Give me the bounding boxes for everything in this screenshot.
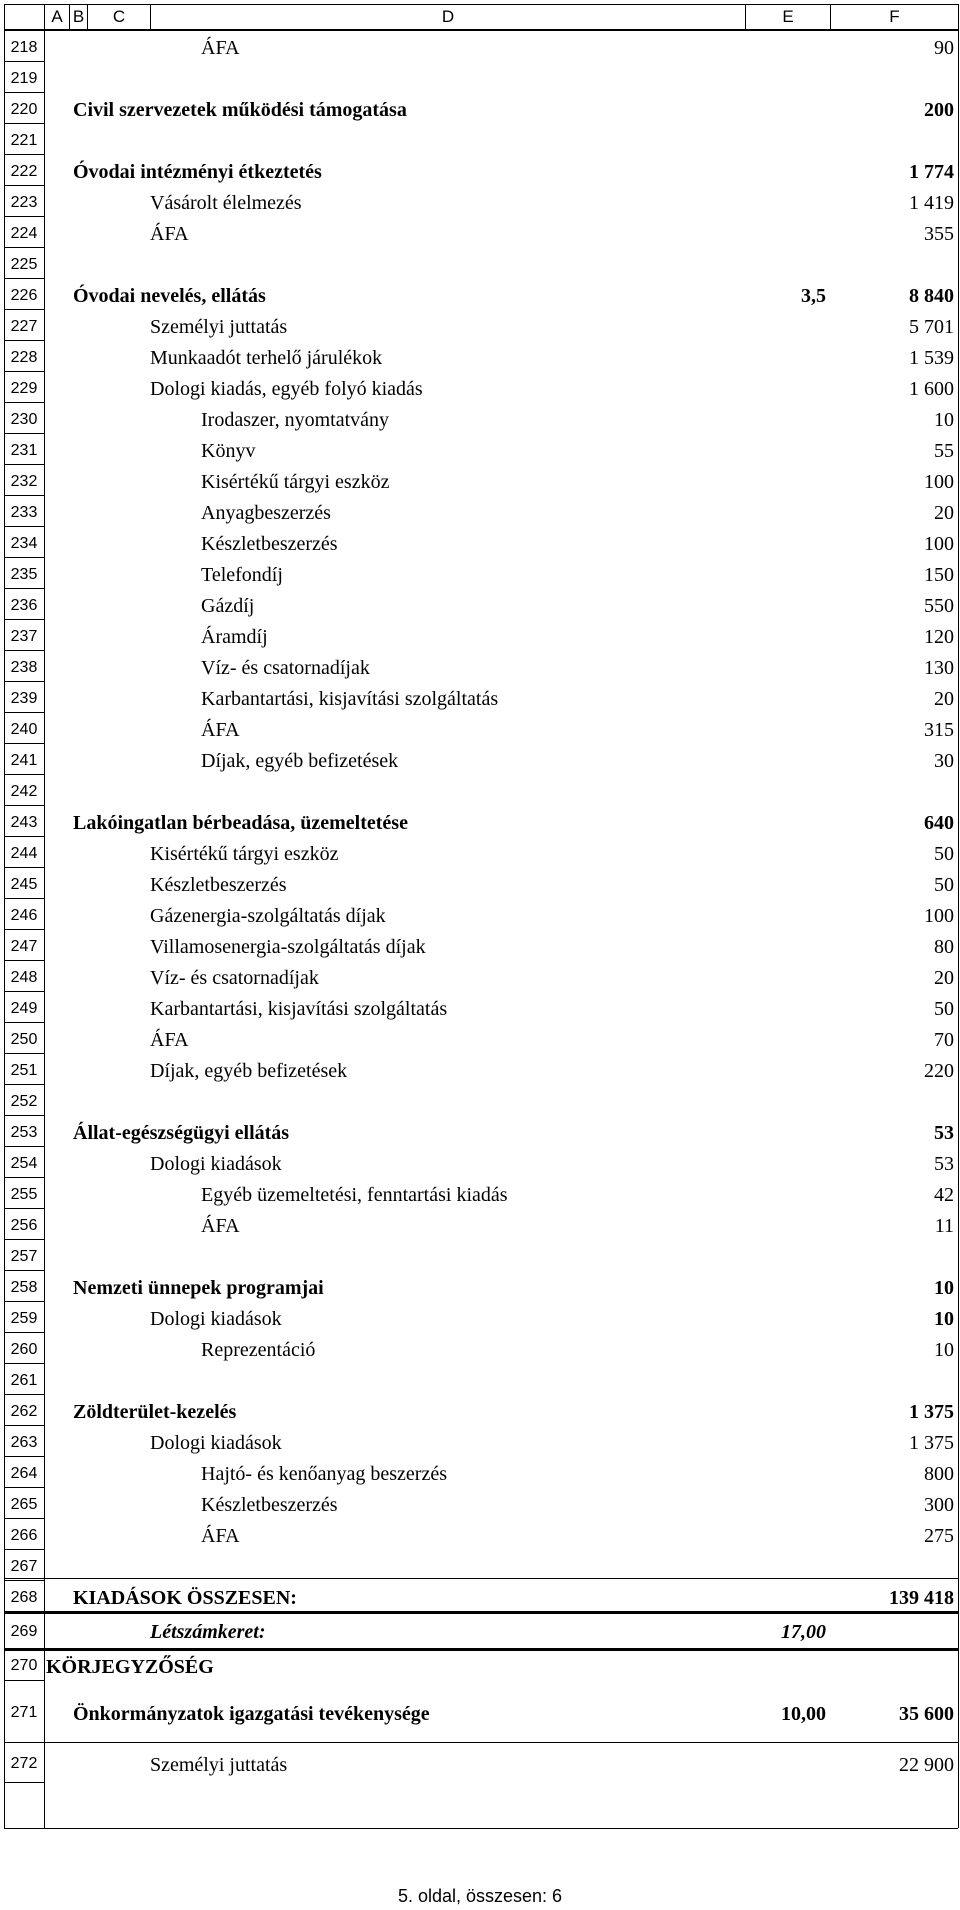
row-label: Áramdíj <box>201 626 268 648</box>
row-number[interactable]: 226 <box>10 286 38 304</box>
row-label: Hajtó- és kenőanyag beszerzés <box>201 1463 447 1485</box>
column-f-value: 100 <box>924 533 954 555</box>
column-f-value: 20 <box>934 688 954 710</box>
column-f-value: 1 375 <box>909 1432 954 1454</box>
column-e-value: 17,00 <box>781 1621 826 1643</box>
column-f-value: 55 <box>934 440 954 462</box>
row-border <box>4 1301 45 1302</box>
row-label: Díjak, egyéb befizetések <box>150 1060 348 1082</box>
row-border <box>4 1053 45 1054</box>
row-border <box>4 1487 45 1488</box>
row-border <box>4 340 45 341</box>
row-number[interactable]: 265 <box>10 1495 38 1513</box>
row-border <box>4 805 45 806</box>
row-border <box>4 743 45 744</box>
row-label: Kisértékű tárgyi eszköz <box>201 471 390 493</box>
row-label: Készletbeszerzés <box>201 1494 338 1516</box>
row-label: Dologi kiadások <box>150 1308 282 1330</box>
row-number[interactable]: 243 <box>10 813 38 831</box>
row-border <box>4 1680 45 1681</box>
row-number[interactable]: 222 <box>10 162 38 180</box>
row-number[interactable]: 255 <box>10 1185 38 1203</box>
row-border <box>4 557 45 558</box>
row-label: KÖRJEGYZŐSÉG <box>46 1655 214 1678</box>
row-label: Gázenergia-szolgáltatás díjak <box>150 905 386 927</box>
row-label: Lakóingatlan bérbeadása, üzemeltetése <box>73 812 408 834</box>
row-border <box>4 1518 45 1519</box>
column-f-value: 5 701 <box>909 316 954 338</box>
row-border <box>4 1177 45 1178</box>
row-number[interactable]: 233 <box>10 503 38 521</box>
row-label: Könyv <box>201 440 256 462</box>
column-f-value: 8 840 <box>909 285 954 307</box>
row-border <box>4 526 45 527</box>
column-f-value: 640 <box>924 812 954 834</box>
column-border <box>4 4 5 1828</box>
row-number[interactable]: 237 <box>10 627 38 645</box>
row-label: Civil szervezetek működési támogatása <box>73 99 407 121</box>
row-border <box>4 216 45 217</box>
column-f-value: 50 <box>934 874 954 896</box>
row-label: Dologi kiadások <box>150 1153 282 1175</box>
row-border <box>4 309 45 310</box>
row-number[interactable]: 234 <box>10 534 38 552</box>
row-label: Vásárolt élelmezés <box>150 192 302 214</box>
column-f-value: 800 <box>924 1463 954 1485</box>
row-label: ÁFA <box>150 223 189 245</box>
row-label: Víz- és csatornadíjak <box>150 967 319 989</box>
column-f-value: 50 <box>934 843 954 865</box>
row-border <box>4 185 45 186</box>
column-f-value: 42 <box>934 1184 954 1206</box>
row-number[interactable]: 221 <box>10 131 38 149</box>
row-border <box>4 433 45 434</box>
row-label: ÁFA <box>150 1029 189 1051</box>
row-label: Személyi juttatás <box>150 1753 288 1776</box>
row-border <box>4 464 45 465</box>
column-f-value: 1 600 <box>909 378 954 400</box>
row-border <box>4 1580 45 1581</box>
column-f-value: 70 <box>934 1029 954 1051</box>
column-f-value: 11 <box>934 1215 954 1237</box>
column-f-value: 30 <box>934 750 954 772</box>
row-number[interactable]: 263 <box>10 1433 38 1451</box>
row-border <box>4 30 958 31</box>
row-border <box>4 1115 45 1116</box>
row-border <box>4 898 45 899</box>
column-f-value: 20 <box>934 502 954 524</box>
row-label: Anyagbeszerzés <box>201 502 331 524</box>
row-label: Egyéb üzemeltetési, fenntartási kiadás <box>201 1184 508 1206</box>
row-number[interactable]: 272 <box>10 1755 38 1772</box>
column-f-value: 53 <box>934 1122 954 1144</box>
row-number[interactable]: 231 <box>10 441 38 459</box>
row-label: Telefondíj <box>201 564 283 586</box>
row-number[interactable]: 247 <box>10 937 38 955</box>
row-number[interactable]: 235 <box>10 565 38 583</box>
column-e-value: 3,5 <box>801 285 826 307</box>
column-f-value: 10 <box>934 1277 954 1299</box>
row-number[interactable]: 219 <box>10 69 38 87</box>
row-label: Létszámkeret: <box>150 1621 266 1643</box>
column-f-value: 355 <box>924 223 954 245</box>
row-label: Víz- és csatornadíjak <box>201 657 370 679</box>
row-number[interactable]: 242 <box>10 782 38 800</box>
column-border <box>44 4 45 1828</box>
row-label: ÁFA <box>201 37 240 59</box>
page-footer: 5. oldal, összesen: 6 <box>397 1886 563 1906</box>
row-number[interactable]: 267 <box>10 1557 38 1575</box>
column-header-f[interactable]: F <box>830 4 958 30</box>
row-label: Irodaszer, nyomtatvány <box>201 409 390 431</box>
row-label: Díjak, egyéb befizetések <box>201 750 399 772</box>
row-label: Dologi kiadás, egyéb folyó kiadás <box>150 378 423 400</box>
row-number[interactable]: 218 <box>10 38 38 56</box>
row-border <box>4 1239 45 1240</box>
row-number[interactable]: 245 <box>10 875 38 893</box>
row-number[interactable]: 270 <box>10 1657 38 1674</box>
row-label: Kisértékű tárgyi eszköz <box>150 843 339 865</box>
column-f-value: 80 <box>934 936 954 958</box>
row-border <box>4 650 45 651</box>
row-border <box>4 1549 45 1550</box>
row-border <box>4 123 45 124</box>
column-f-value: 1 375 <box>909 1401 954 1423</box>
row-number[interactable]: 264 <box>10 1464 38 1482</box>
row-label: Személyi juttatás <box>150 316 288 338</box>
row-border <box>4 247 45 248</box>
row-border <box>4 402 45 403</box>
column-f-value: 1 539 <box>909 347 954 369</box>
row-border <box>4 1146 45 1147</box>
column-f-value: 1 774 <box>909 161 954 183</box>
row-label: ÁFA <box>201 1215 240 1237</box>
column-f-value: 100 <box>924 905 954 927</box>
row-number[interactable]: 271 <box>10 1704 38 1721</box>
row-border <box>4 960 45 961</box>
row-border <box>4 1648 958 1651</box>
row-number[interactable]: 259 <box>10 1309 38 1327</box>
row-border <box>4 1022 45 1023</box>
row-number[interactable]: 262 <box>10 1402 38 1420</box>
row-border <box>4 92 45 93</box>
row-border <box>4 774 45 775</box>
row-number[interactable]: 232 <box>10 472 38 490</box>
row-label: Zöldterület-kezelés <box>73 1401 237 1423</box>
column-f-value: 275 <box>924 1525 954 1547</box>
row-label: Készletbeszerzés <box>201 533 338 555</box>
row-label: KIADÁSOK ÖSSZESEN: <box>73 1587 297 1609</box>
row-border <box>4 278 45 279</box>
row-number[interactable]: 266 <box>10 1526 38 1544</box>
row-label: Óvodai nevelés, ellátás <box>73 285 266 307</box>
row-border <box>4 681 45 682</box>
row-number[interactable]: 269 <box>10 1622 38 1640</box>
row-border <box>4 619 45 620</box>
column-header-e[interactable]: E <box>745 4 830 30</box>
row-number[interactable]: 252 <box>10 1092 38 1110</box>
row-number[interactable]: 229 <box>10 379 38 397</box>
row-number[interactable]: 260 <box>10 1340 38 1358</box>
column-f-value: 550 <box>924 595 954 617</box>
row-number[interactable]: 253 <box>10 1123 38 1141</box>
row-number[interactable]: 251 <box>10 1061 38 1079</box>
row-number[interactable]: 238 <box>10 658 38 676</box>
row-number[interactable]: 244 <box>10 844 38 862</box>
column-f-value: 22 900 <box>899 1753 954 1776</box>
row-label: ÁFA <box>201 1525 240 1547</box>
row-number[interactable]: 254 <box>10 1154 38 1172</box>
column-f-value: 200 <box>924 99 954 121</box>
row-border <box>4 495 45 496</box>
row-border <box>4 867 45 868</box>
row-border <box>4 1425 45 1426</box>
column-f-value: 10 <box>934 1339 954 1361</box>
column-f-value: 100 <box>924 471 954 493</box>
row-border <box>4 712 45 713</box>
column-f-value: 220 <box>924 1060 954 1082</box>
row-number[interactable]: 268 <box>10 1588 38 1606</box>
column-f-value: 139 418 <box>889 1587 954 1609</box>
column-header-d[interactable]: D <box>150 4 745 30</box>
row-number[interactable]: 256 <box>10 1216 38 1234</box>
row-label: Reprezentáció <box>201 1339 316 1361</box>
row-border <box>4 1782 45 1783</box>
row-number[interactable]: 241 <box>10 751 38 769</box>
row-number[interactable]: 249 <box>10 999 38 1017</box>
column-f-value: 20 <box>934 967 954 989</box>
column-f-value: 300 <box>924 1494 954 1516</box>
row-number[interactable]: 220 <box>10 100 38 118</box>
row-border <box>4 1828 958 1829</box>
row-border <box>4 929 45 930</box>
column-header-c[interactable]: C <box>87 4 150 30</box>
row-border <box>4 1611 958 1614</box>
column-border <box>958 4 959 1828</box>
row-label: Munkaadót terhelő járulékok <box>150 347 383 369</box>
row-label: ÁFA <box>201 719 240 741</box>
row-number[interactable]: 258 <box>10 1278 38 1296</box>
row-border <box>4 1270 45 1271</box>
row-border <box>4 1084 45 1085</box>
row-border <box>4 1578 958 1579</box>
row-number[interactable]: 228 <box>10 348 38 366</box>
row-number[interactable]: 223 <box>10 193 38 211</box>
row-label: Dologi kiadások <box>150 1432 282 1454</box>
row-number[interactable]: 236 <box>10 596 38 614</box>
row-border <box>4 1394 45 1395</box>
row-border <box>4 1332 45 1333</box>
column-f-value: 150 <box>924 564 954 586</box>
column-f-value: 120 <box>924 626 954 648</box>
column-header-b[interactable]: B <box>69 4 87 30</box>
row-label: Állat-egészségügyi ellátás <box>73 1122 290 1144</box>
column-f-value: 90 <box>934 37 954 59</box>
row-border <box>4 371 45 372</box>
row-number[interactable]: 230 <box>10 410 38 428</box>
row-border <box>4 1363 45 1364</box>
column-f-value: 10 <box>934 409 954 431</box>
row-border <box>4 991 45 992</box>
column-header-a[interactable]: A <box>44 4 69 30</box>
row-border <box>4 588 45 589</box>
row-number[interactable]: 261 <box>10 1371 38 1389</box>
column-f-value: 315 <box>924 719 954 741</box>
column-f-value: 10 <box>934 1308 954 1330</box>
row-label: Villamosenergia-szolgáltatás díjak <box>150 936 426 958</box>
row-border <box>4 1208 45 1209</box>
row-border <box>4 61 45 62</box>
row-border <box>4 836 45 837</box>
column-f-value: 50 <box>934 998 954 1020</box>
row-number[interactable]: 239 <box>10 689 38 707</box>
column-f-value: 1 419 <box>909 192 954 214</box>
row-number[interactable]: 224 <box>10 224 38 242</box>
row-label: Karbantartási, kisjavítási szolgáltatás <box>201 688 499 710</box>
header-corner <box>4 4 44 30</box>
row-number[interactable]: 246 <box>10 906 38 924</box>
row-border <box>4 154 45 155</box>
row-label: Önkormányzatok igazgatási tevékenysége <box>73 1702 430 1725</box>
column-f-value: 53 <box>934 1153 954 1175</box>
column-e-value: 10,00 <box>781 1702 826 1725</box>
row-label: Készletbeszerzés <box>150 874 287 896</box>
column-f-value: 130 <box>924 657 954 679</box>
row-label: Gázdíj <box>201 595 255 617</box>
row-label: Karbantartási, kisjavítási szolgáltatás <box>150 998 448 1020</box>
row-number[interactable]: 240 <box>10 720 38 738</box>
row-border <box>4 4 958 5</box>
row-border <box>4 1742 958 1743</box>
row-number[interactable]: 257 <box>10 1247 38 1265</box>
row-label: Nemzeti ünnepek programjai <box>73 1277 324 1299</box>
row-border <box>4 1456 45 1457</box>
row-number[interactable]: 250 <box>10 1030 38 1048</box>
column-f-value: 35 600 <box>899 1702 954 1725</box>
row-label: Óvodai intézményi étkeztetés <box>73 161 322 183</box>
row-number[interactable]: 227 <box>10 317 38 335</box>
row-number[interactable]: 248 <box>10 968 38 986</box>
row-number[interactable]: 225 <box>10 255 38 273</box>
